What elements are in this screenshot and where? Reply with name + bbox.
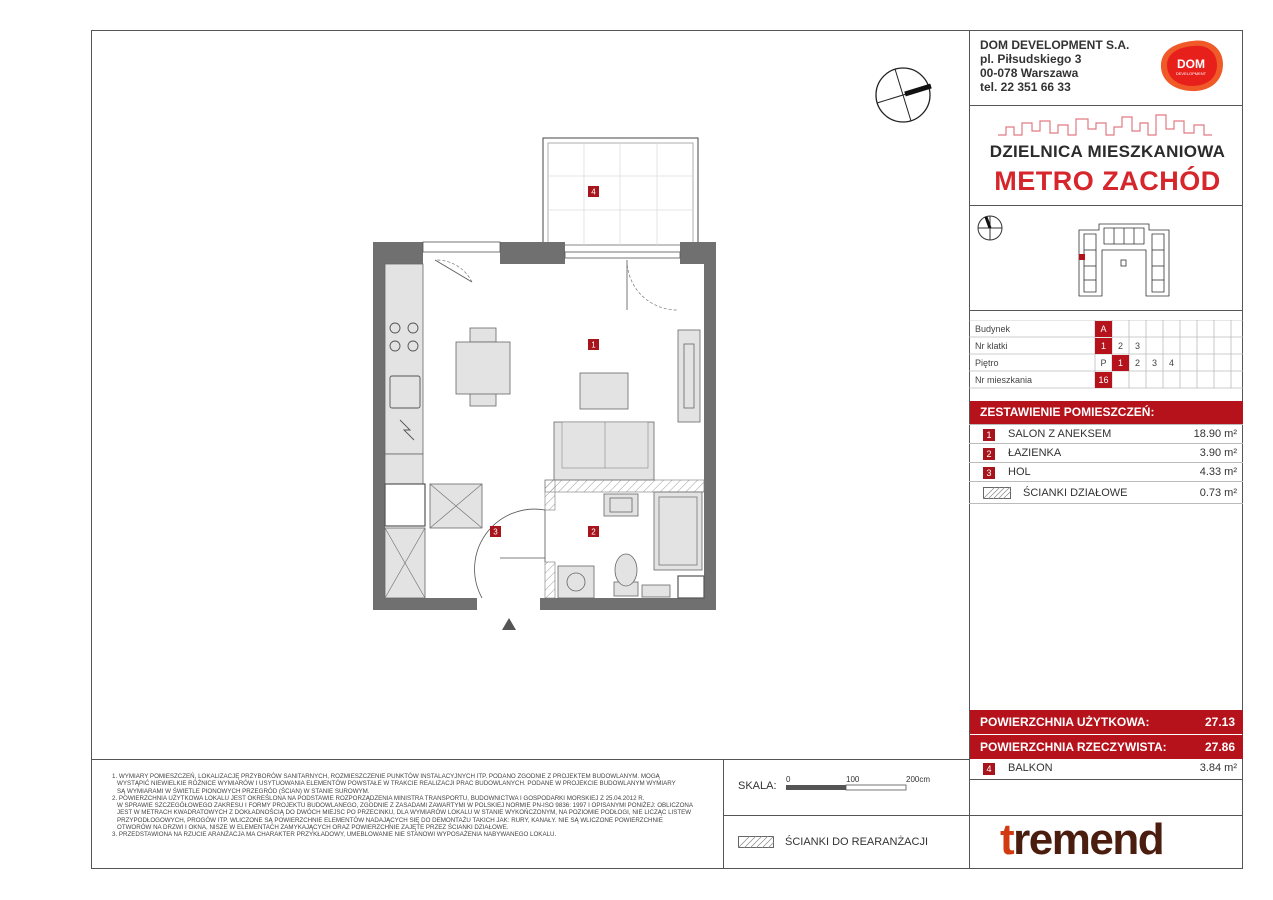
- room-area: 0.73 m²: [1199, 487, 1237, 499]
- usable-area-row: [970, 710, 1243, 734]
- company-info: [980, 38, 1129, 94]
- north-compass-icon: [873, 65, 933, 125]
- scale-label: SKALA:: [738, 780, 777, 792]
- balcony-area: [543, 138, 698, 245]
- company-phone: tel. 22 351 66 33: [980, 80, 1071, 94]
- grid-row-label: Nr klatki: [975, 341, 1008, 351]
- note-line: 1. WYMIARY POMIESZCZEŃ, LOKALIZACJĘ PRZYBORÓW SANITARNYCH, ROZMIESZCZENIE PUNKTÓW INSTALACYJNYCH ITP. PODANO ZGODNIE Z PROJEKTEM BUDOWLANYM. MOGĄ: [112, 773, 660, 780]
- walls-hatch-icon: [983, 487, 1011, 499]
- note-line: W SPRAWIE SZCZEGÓŁOWEGO ZAKRESU I FORMY PROJEKTU BUDOWLANEGO, ZGODNIE Z ZASADAMI ZAWARTYMI W POLSKIEJ NORMIE PN-ISO 9836: 1997 I OPISANYMI PONIŻEJ: OBLICZONA: [117, 802, 693, 810]
- svg-text:DEVELOPMENT: DEVELOPMENT: [1175, 71, 1207, 76]
- grid-cell: 1: [1112, 355, 1129, 371]
- note-line: JEST W METRACH KWADRATOWYCH Z DOKŁADNOŚCIĄ DO DWÓCH MIEJSC PO PRZECINKU, DLA WYMIARÓW LOKALU W STANIE WYKOŃCZONYM, NA POZIOMIE PODŁOGI, NIE LICZĄC LISTEW: [117, 809, 692, 817]
- panel-line: [969, 424, 1243, 425]
- grid-cell: 3: [1134, 341, 1140, 351]
- room-number-badge: 3: [983, 467, 995, 479]
- panel-line: [969, 481, 1243, 482]
- room-area: 18.90 m²: [1193, 428, 1237, 440]
- svg-text:DOM: DOM: [1177, 57, 1205, 71]
- district-line-2: METRO ZACHÓD: [994, 166, 1221, 196]
- note-line: PRZYPODŁOGOWYCH, PROGÓW ITP. WLICZONE SĄ POWIERZCHNIE ELEMENTÓW NADAJĄCYCH SIĘ DO DEMONTAŻU TAKICH JAK: RURY, KANAŁY. NIE SĄ WLICZONE POWIERZCHNIE: [117, 816, 663, 824]
- room-number-badge: 4: [983, 763, 995, 775]
- actual-area-row: [970, 735, 1243, 759]
- room-name: BALKON: [1008, 762, 1053, 774]
- svg-text:0: 0: [786, 775, 791, 784]
- company-name: DOM DEVELOPMENT S.A.: [980, 38, 1130, 52]
- legend-divider: [723, 815, 969, 816]
- panel-line: [969, 462, 1243, 463]
- note-line: SĄ WYMIARAMI W ŚWIETLE PIONOWYCH PRZEGRÓD (ŚCIAN) W STANIE SUROWYM.: [117, 787, 370, 795]
- svg-text:1: 1: [591, 340, 596, 350]
- floor-plan: [360, 130, 730, 640]
- svg-text:4: 4: [591, 187, 596, 197]
- svg-text:3: 3: [493, 527, 498, 537]
- room-name: SALON Z ANEKSEM: [1008, 428, 1112, 440]
- legend-label: ŚCIANKI DO REARANŻACJI: [785, 836, 929, 848]
- note-line: WYSTĄPIĆ NIEWIELKIE RÓŻNICE WYMIARÓW I USYTUOWANIA ELEMENTÓW POWSTAŁE W TRAKCIE REALIZACJI PRAC BUDOWLANYCH. PODANE W PROJEKCIE BUDOWLANYM WYMIARY: [117, 780, 676, 788]
- scale-bar: [780, 773, 940, 795]
- room-area: 3.90 m²: [1199, 447, 1237, 459]
- room-name: ŚCIANKI DZIAŁOWE: [1023, 487, 1128, 499]
- grid-row-label: Piętro: [975, 358, 999, 368]
- note-line: 2. POWIERZCHNIA UŻYTKOWA LOKALU JEST OKREŚLONA NA PODSTAWIE ROZPORZĄDZENIA MINISTRA TRANSPORTU, BUDOWNICTWA I GOSPODARKI MORSKIEJ Z 25.04.2012 R.: [112, 794, 645, 802]
- actual-area-label: POWIERZCHNIA RZECZYWISTA:: [980, 740, 1167, 754]
- grid-cell: 2: [1134, 358, 1140, 368]
- svg-text:2: 2: [591, 527, 596, 537]
- grid-cell: 1: [1095, 338, 1112, 354]
- rearrangement-hatch-icon: [738, 836, 774, 848]
- grid-cell: P: [1100, 358, 1107, 368]
- notes-block: [112, 773, 712, 839]
- room-area: 4.33 m²: [1199, 466, 1237, 478]
- skyline-graphic: [998, 113, 1212, 139]
- brand-rest: remend: [1013, 815, 1164, 864]
- panel-line: [969, 503, 1243, 504]
- building-key-plan: [1074, 220, 1174, 298]
- company-address-1: pl. Piłsudskiego 3: [980, 52, 1082, 66]
- room-number-badge: 1: [983, 429, 995, 441]
- panel-line: [969, 105, 1243, 106]
- rooms-header: [970, 401, 1243, 424]
- panel-line: [969, 443, 1243, 444]
- grid-row-label: Nr mieszkania: [975, 375, 1033, 385]
- company-address-2: 00-078 Warszawa: [980, 66, 1079, 80]
- actual-area-value: 27.86: [1204, 740, 1235, 754]
- brand-t: t: [1000, 815, 1014, 864]
- usable-area-value: 27.13: [1204, 715, 1235, 729]
- dom-development-logo: [1157, 38, 1227, 94]
- tremend-logo: [1000, 815, 1163, 865]
- svg-text:100: 100: [846, 775, 860, 784]
- grid-cell: A: [1095, 321, 1112, 337]
- room-name: ŁAZIENKA: [1008, 447, 1062, 459]
- panel-line: [969, 779, 1243, 780]
- grid-cell: 3: [1151, 358, 1157, 368]
- grid-cell: 4: [1168, 358, 1174, 368]
- svg-text:200cm: 200cm: [906, 775, 931, 784]
- district-line-1: DZIELNICA MIESZKANIOWA: [989, 142, 1226, 161]
- scale-divider: [723, 759, 724, 869]
- room-number-badge: 2: [983, 448, 995, 460]
- grid-row-label: Budynek: [975, 324, 1011, 334]
- rooms-header-label: ZESTAWIENIE POMIESZCZEŃ:: [980, 405, 1155, 419]
- key-plan-compass-icon: [975, 213, 1005, 243]
- notes-divider: [91, 759, 969, 760]
- panel-line: [969, 205, 1243, 206]
- room-name: HOL: [1008, 466, 1031, 478]
- grid-cell: 16: [1095, 372, 1112, 388]
- note-line: OTWORÓW NA DRZWI I OKNA, NISZE W ELEMENTACH ZAMYKAJĄCYCH ORAZ POWIERZCHNIE ZAJĘTE PRZEZ ŚCIANKI DZIAŁOWE.: [117, 824, 509, 832]
- usable-area-label: POWIERZCHNIA UŻYTKOWA:: [980, 715, 1150, 729]
- room-area: 3.84 m²: [1199, 762, 1237, 774]
- panel-line: [969, 310, 1243, 311]
- note-line: 3. PRZEDSTAWIONA NA RZUCIE ARANŻACJA MA CHARAKTER PRZYKŁADOWY, UMEBLOWANIE NIE STANOWI WYPOSAŻENIA NABYWANEGO LOKALU.: [112, 831, 557, 839]
- grid-cell: 2: [1117, 341, 1123, 351]
